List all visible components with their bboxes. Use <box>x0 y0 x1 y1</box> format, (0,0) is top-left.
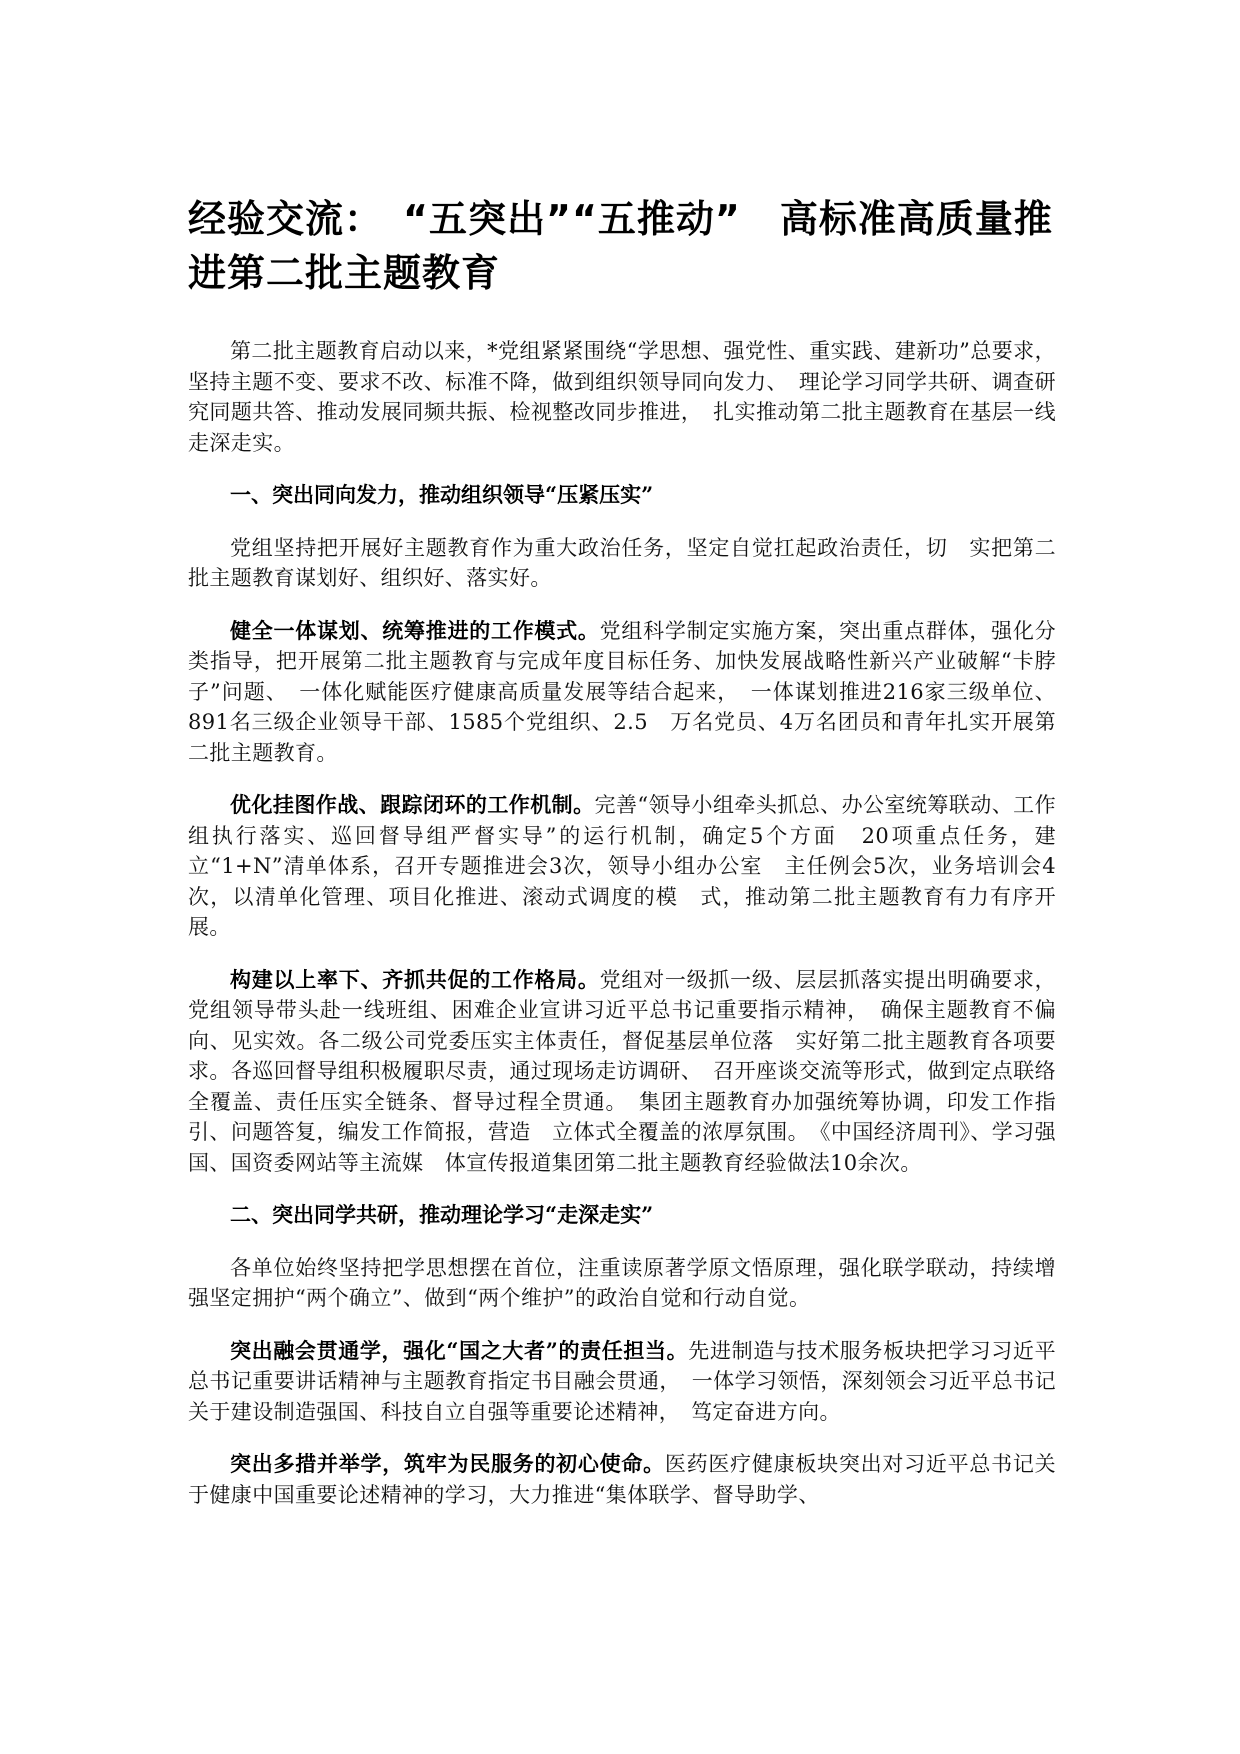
paragraph-text: 党组对一级抓一级、层层抓落实提出明确要求，党组领导带头赴一线班组、困难企业宣讲习近平总书记重要指示精神， 确保主题教育不偏向、见实效。各二级公司党委压实主体责任，督促基层单位落 实好第二批主题教育各项要求。各巡回督导组积极履职尽责，通过现场走访调研、 召开座谈交流等形式，做到定点联络全覆盖、责任压实全链条、督导过程全贯通。 集团主题教育办加强统筹协调，印发工作指引、问题答复，编发工作简报，营造 立体式全覆盖的浓厚氛围。 《中国经济周刊》、学习强国、国资委网站等主流媒 体宣传报道集团第二批主题教育经验做法10余次。 <box>188 967 1056 1175</box>
paragraph-lead: 突出融会贯通学，强化“国之大者”的责任担当。 <box>230 1337 689 1363</box>
paragraph-text: 先进制造与技术服务板块把学习习近平总书记重要讲话精神与主题教育指定书目融会贯通， 一体学习领悟，深刻领会习近平总书记关于建设制造强国、科技自立自强等重要论述精神， 笃定奋进方向。 <box>188 1338 1056 1424</box>
body-paragraph <box>188 533 1056 594</box>
section-heading: 一、突出同向发力，推动组织领导“压紧压实” <box>230 482 654 507</box>
paragraph-text: 党组坚持把开展好主题教育作为重大政治任务，坚定自觉扛起政治责任，切 实把第二批主题教育谋划好、组织好、落实好。 <box>188 535 1056 590</box>
body-paragraph <box>188 336 1056 458</box>
paragraph-text: 医药医疗健康板块突出对习近平总书记关于健康中国重要论述精神的学习，大力推进“集体联学、督导助学、 <box>188 1452 1056 1507</box>
body-paragraph <box>188 790 1056 943</box>
paragraph-text: 第二批主题教育启动以来，*党组紧紧围绕“学思想、强党性、重实践、建新功”总要求，坚持主题不变、要求不改、标准不降，做到组织领导同向发力、 理论学习同学共研、调查研究同题共答、推动发展同频共振、检视整改同步推进， 扎实推动第二批主题教育在基层一线走深走实。 <box>188 339 1056 455</box>
paragraph-lead: 构建以上率下、齐抓共促的工作格局。 <box>230 966 600 992</box>
body-paragraph <box>188 1336 1056 1428</box>
body-paragraph <box>188 616 1056 769</box>
body-paragraph <box>188 1449 1056 1510</box>
document-page <box>188 192 1056 1532</box>
document-body <box>188 336 1056 1510</box>
paragraph-lead: 突出多措并举学，筑牢为民服务的初心使命。 <box>230 1451 665 1476</box>
section-heading: 二、突出同学共研，推动理论学习“走深走实” <box>230 1202 654 1227</box>
paragraph-lead: 优化挂图作战、跟踪闭环的工作机制。 <box>230 792 595 817</box>
paragraph-text: 各单位始终坚持把学思想摆在首位，注重读原著学原文悟原理，强化联学联动，持续增强坚定拥护“两个确立”、做到“两个维护”的政治自觉和行动自觉。 <box>188 1255 1056 1310</box>
body-paragraph <box>188 965 1056 1179</box>
document-title: 经验交流： “五突出”“五推动” 高标准高质量推进第二批主题教育 <box>188 197 1053 295</box>
paragraph-text: 党组科学制定实施方案，突出重点群体，强化分类指导，把开展第二批主题教育与完成年度目标任务、加快发展战略性新兴产业破解“卡脖子”问题、 一体化赋能医疗健康高质量发展等结合起来， 一体谋划推进216家三级单位、891名三级企业领导干部、1585个党组织、2.5 万名党员、4万名团员和青年扎实开展第二批主题教育。 <box>188 618 1056 765</box>
body-paragraph <box>188 1253 1056 1314</box>
paragraph-lead: 健全一体谋划、统筹推进的工作模式。 <box>230 617 600 643</box>
paragraph-text: 完善“领导小组牵头抓总、办公室统筹联动、工作组执行落实、巡回督导组严督实导”的运行机制，确定5个方面 20项重点任务，建立“1+N”清单体系，召开专题推进会3次，领导小组办公室 主任例会5次，业务培训会4次，以清单化管理、项目化推进、滚动式调度的模 式，推动第二批主题教育有力有序开展。 <box>188 793 1056 939</box>
